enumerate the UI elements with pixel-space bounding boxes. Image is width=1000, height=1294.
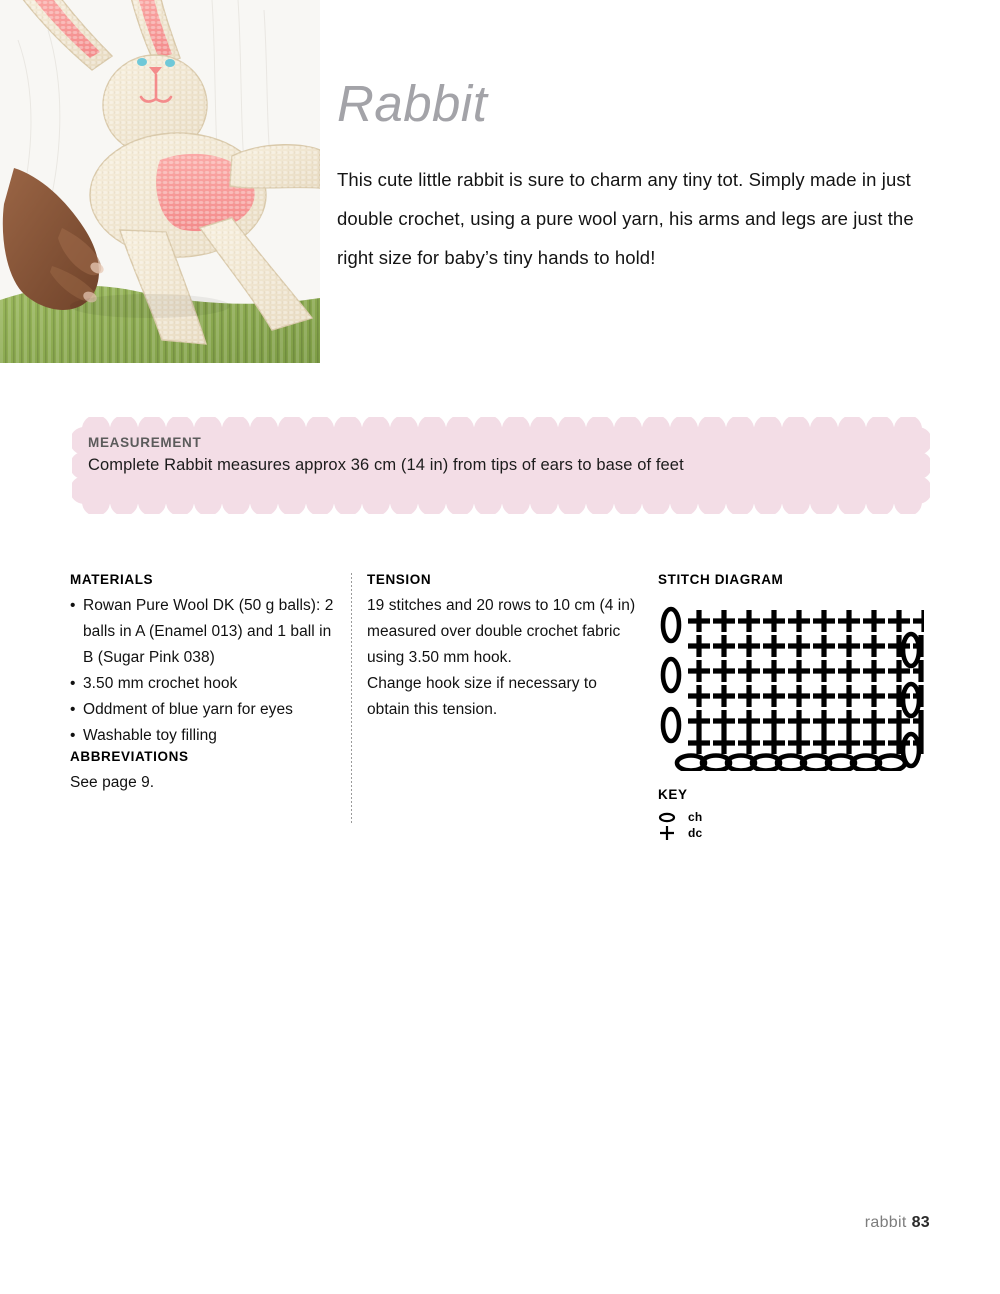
dc-symbols: [688, 610, 924, 754]
stitch-chart: [658, 603, 924, 771]
footer-page-number: 83: [911, 1214, 930, 1231]
dc-row: [688, 710, 921, 732]
tension-paragraph: 19 stitches and 20 rows to 10 cm (4 in) measured over double crochet fabric using 3.50 mm hook.: [367, 597, 636, 666]
ch-icon: [658, 812, 688, 823]
tension-column: [367, 572, 637, 723]
measurement-text: Complete Rabbit measures approx 36 cm (14 in) from tips of ears to base of feet: [88, 456, 684, 474]
key-label: dc: [688, 826, 703, 840]
intro-paragraph: This cute little rabbit is sure to charm any tiny tot. Simply made in just double crochet, using a pure wool yarn, his arms and legs are just the right size for baby’s tiny hands to hold!: [337, 169, 914, 268]
materials-list: [70, 593, 342, 749]
list-item: • Washable toy filling: [70, 723, 342, 749]
key-row-dc: [658, 825, 943, 841]
dc-icon: [658, 825, 688, 841]
ch-symbol-left: [663, 709, 679, 741]
tension-paragraph: Change hook size if necessary to obtain this tension.: [367, 675, 597, 718]
ch-symbol-right: [903, 684, 919, 716]
list-item: • Rowan Pure Wool DK (50 g balls): 2 balls in A (Enamel 013) and 1 ball in B (Sugar Pink 038): [70, 593, 342, 671]
key-label: ch: [688, 810, 703, 824]
info-columns: [0, 572, 1000, 840]
key-heading: KEY: [658, 787, 688, 802]
tension-heading: TENSION: [367, 572, 432, 587]
ch-symbol-left: [663, 609, 679, 641]
materials-column: [70, 572, 342, 796]
dc-row: [688, 732, 921, 754]
abbreviations-heading: ABBREVIATIONS: [70, 749, 189, 764]
stitch-diagram-heading: STITCH DIAGRAM: [658, 572, 784, 587]
dc-row: [688, 660, 921, 682]
ch-symbol-right: [903, 634, 919, 666]
footer-chapter-name: rabbit: [864, 1214, 907, 1231]
dc-row: [688, 685, 921, 707]
stitch-diagram-column: [658, 572, 943, 841]
abbreviations-text: See page 9.: [70, 774, 155, 791]
page-footer: [865, 1214, 930, 1232]
key-row-ch: [658, 809, 943, 825]
dc-row: [688, 610, 924, 632]
foundation-chain: [677, 756, 905, 771]
list-item: • 3.50 mm crochet hook: [70, 671, 342, 697]
materials-heading: MATERIALS: [70, 572, 154, 587]
rabbit-photo: [0, 0, 320, 363]
rabbit-photo-illustration: [0, 0, 320, 363]
page-title: Rabbit: [337, 75, 488, 132]
key-block: [658, 787, 943, 841]
list-item: • Oddment of blue yarn for eyes: [70, 697, 342, 723]
ch-symbol-left: [663, 659, 679, 691]
dc-row: [688, 635, 921, 657]
measurement-box: [72, 417, 930, 514]
measurement-heading: MEASUREMENT: [88, 435, 202, 450]
stitch-diagram-figure: [658, 603, 943, 771]
